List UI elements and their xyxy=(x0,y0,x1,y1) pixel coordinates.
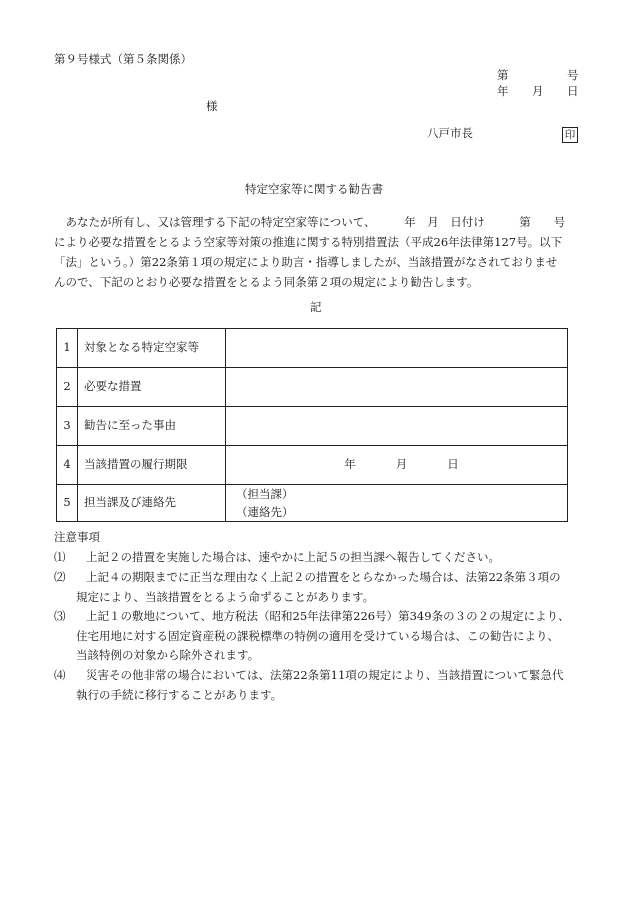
note-text: 執行の手続に移行することがあります。 xyxy=(76,687,283,702)
row-number: 3 xyxy=(57,407,78,446)
body-line: 「法」という。）第22条第１項の規定により助言・指導しましたが、当該措置がなされておりませ xyxy=(54,255,558,269)
row-number: 4 xyxy=(57,446,78,485)
body-line: により必要な措置をとるよう空家等対策の推進に関する特別措置法（平成26年法律第127号。以下 xyxy=(54,235,563,249)
document-title: 特定空家等に関する勧告書 xyxy=(245,182,383,196)
items-table xyxy=(56,328,568,522)
note-marker: ⑵ xyxy=(54,570,66,584)
table-row xyxy=(57,329,568,368)
row-label: 当該措置の履行期限 xyxy=(78,446,226,485)
note-marker: ⑶ xyxy=(54,609,66,623)
contact-label: （連絡先） xyxy=(236,505,294,519)
sender-name: 八戸市長 xyxy=(427,126,473,140)
ref-number-go: 号 xyxy=(567,68,579,82)
row-value xyxy=(226,329,568,368)
note-text: 上記１の敷地について、地方税法（昭和25年法律第226号）第349条の３の２の規定により、 xyxy=(86,609,570,623)
row-number: 1 xyxy=(57,329,78,368)
row-value xyxy=(226,407,568,446)
deadline-day-label: 日 xyxy=(447,457,459,472)
table-row xyxy=(57,485,568,522)
note-text: 住宅用地に対する固定資産税の課税標準の特例の適用を受けている場合は、この勧告により、 xyxy=(76,628,559,643)
note-item xyxy=(54,607,582,666)
ref-number-dai: 第 xyxy=(497,68,509,82)
dept-label: （担当課） xyxy=(236,487,294,501)
form-label: 第９号様式（第５条関係） xyxy=(54,52,192,66)
note-text: 規定により、当該措置をとるよう命ずることがあります。 xyxy=(76,589,375,604)
deadline-year-label: 年 xyxy=(344,457,356,472)
note-text: 災害その他非常の場合においては、法第22条第11項の規定により、当該措置について緊急代 xyxy=(86,668,564,682)
body-line: あなたが所有し、又は管理する下記の特定空家等について、 年 月 日付け 第 号 xyxy=(54,215,566,229)
row-label: 勧告に至った事由 xyxy=(78,407,226,446)
ref-date-month: 月 xyxy=(532,84,544,98)
note-text: 上記４の期限までに正当な理由なく上記２の措置をとらなかった場合は、法第22条第３項の xyxy=(86,570,561,584)
ki-heading: 記 xyxy=(310,300,322,314)
table-row xyxy=(57,368,568,407)
row-number: 5 xyxy=(57,485,78,522)
row-label: 必要な措置 xyxy=(78,368,226,407)
note-text: 当該特例の対象から除外されます。 xyxy=(76,648,260,662)
row-label: 対象となる特定空家等 xyxy=(78,329,226,368)
table-row xyxy=(57,407,568,446)
ref-date-year: 年 xyxy=(497,84,509,98)
note-item xyxy=(54,548,582,568)
note-item xyxy=(54,666,582,705)
deadline-cell xyxy=(226,446,568,485)
body-line: んので、下記のとおり必要な措置をとるよう同条第２項の規定により勧告します。 xyxy=(54,275,479,289)
note-item xyxy=(54,568,582,607)
body-paragraph xyxy=(54,212,578,292)
row-label: 担当課及び連絡先 xyxy=(78,485,226,522)
note-marker: ⑴ xyxy=(54,550,66,564)
contact-cell xyxy=(226,485,568,522)
addressee-suffix: 様 xyxy=(206,99,218,113)
note-marker: ⑷ xyxy=(54,668,66,682)
ref-date-day: 日 xyxy=(567,84,579,98)
row-number: 2 xyxy=(57,368,78,407)
row-value xyxy=(226,368,568,407)
notes-title: 注意事項 xyxy=(54,530,100,544)
deadline-month-label: 月 xyxy=(395,457,408,472)
table-row xyxy=(57,446,568,485)
seal-stamp: 印 xyxy=(562,127,578,143)
note-text: 上記２の措置を実施した場合は、速やかに上記５の担当課へ報告してください。 xyxy=(86,550,500,564)
